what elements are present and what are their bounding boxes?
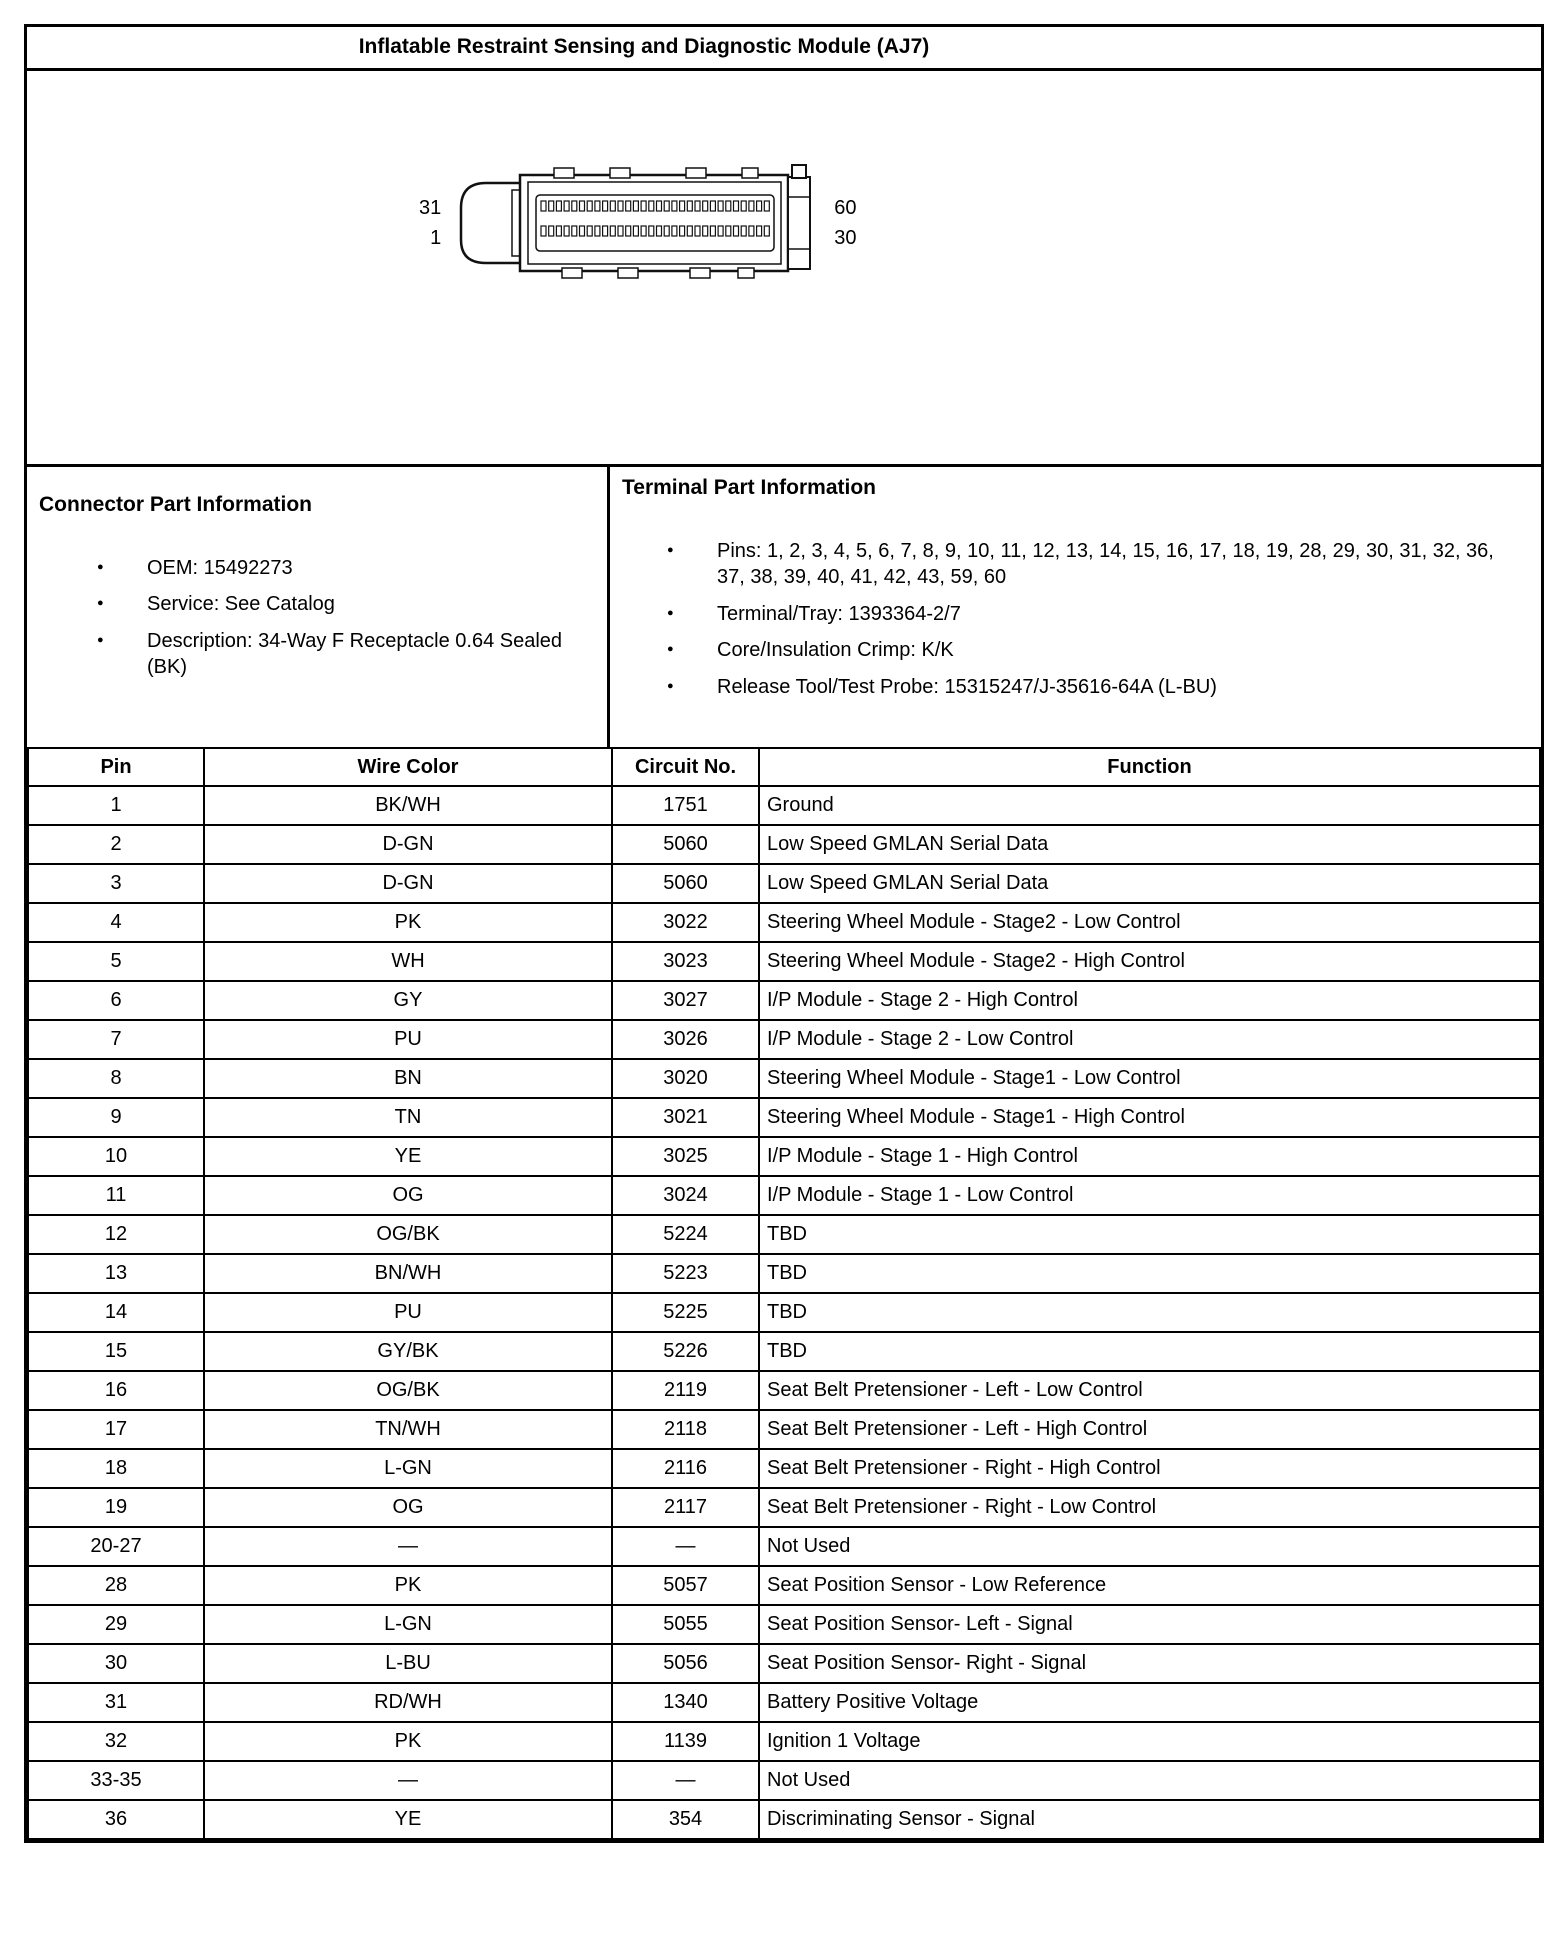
function-cell: Not Used <box>759 1761 1540 1800</box>
function-cell: I/P Module - Stage 2 - Low Control <box>759 1020 1540 1059</box>
page-title: Inflatable Restraint Sensing and Diagnostic Module (AJ7) <box>27 27 1541 71</box>
pin-cell: 7 <box>28 1020 204 1059</box>
circuit-no-cell: 5057 <box>612 1566 759 1605</box>
pin-table-row <box>28 1800 1540 1839</box>
pin-range-labels-left <box>419 197 441 249</box>
wire-color-cell: L-GN <box>204 1605 612 1644</box>
wire-color-cell: BK/WH <box>204 786 612 825</box>
col-header-circuit-no: Circuit No. <box>612 748 759 786</box>
pin-cell: 28 <box>28 1566 204 1605</box>
pin-table-row <box>28 1332 1540 1371</box>
part-information-row <box>27 467 1541 747</box>
wire-color-cell: YE <box>204 1137 612 1176</box>
function-cell: TBD <box>759 1332 1540 1371</box>
col-header-wire-color: Wire Color <box>204 748 612 786</box>
circuit-no-cell: 3024 <box>612 1176 759 1215</box>
wire-color-cell: PK <box>204 1566 612 1605</box>
circuit-no-cell: 2116 <box>612 1449 759 1488</box>
circuit-no-cell: 1340 <box>612 1683 759 1722</box>
pin-range-labels-right <box>834 197 856 249</box>
wire-color-cell: — <box>204 1761 612 1800</box>
pin-cell: 2 <box>28 825 204 864</box>
pin-cell: 4 <box>28 903 204 942</box>
pin-cell: 5 <box>28 942 204 981</box>
pin-table-row <box>28 1761 1540 1800</box>
pin-table-row <box>28 1215 1540 1254</box>
wire-color-cell: L-GN <box>204 1449 612 1488</box>
function-cell: I/P Module - Stage 1 - Low Control <box>759 1176 1540 1215</box>
circuit-no-cell: 5055 <box>612 1605 759 1644</box>
circuit-no-cell: 1139 <box>612 1722 759 1761</box>
circuit-no-cell: 5225 <box>612 1293 759 1332</box>
wire-color-cell: PU <box>204 1020 612 1059</box>
circuit-no-cell: 5060 <box>612 825 759 864</box>
pin-table-row <box>28 786 1540 825</box>
wire-color-cell: OG/BK <box>204 1371 612 1410</box>
pin-cell: 8 <box>28 1059 204 1098</box>
bullet-item: ● Release Tool/Test Probe: 15315247/J-35616-64A (L-BU) <box>667 674 1521 700</box>
function-cell: Steering Wheel Module - Stage2 - High Control <box>759 942 1540 981</box>
pin-cell: 33-35 <box>28 1761 204 1800</box>
pin-cell: 16 <box>28 1371 204 1410</box>
pin-table-row <box>28 1566 1540 1605</box>
wire-color-cell: — <box>204 1527 612 1566</box>
wire-color-cell: OG <box>204 1176 612 1215</box>
function-cell: Battery Positive Voltage <box>759 1683 1540 1722</box>
pin-cell: 30 <box>28 1644 204 1683</box>
circuit-no-cell: 1751 <box>612 786 759 825</box>
pin-cell: 12 <box>28 1215 204 1254</box>
connector-part-information <box>27 467 610 747</box>
pin-cell: 19 <box>28 1488 204 1527</box>
circuit-no-cell: 2117 <box>612 1488 759 1527</box>
pin-cell: 3 <box>28 864 204 903</box>
circuit-no-cell: 3020 <box>612 1059 759 1098</box>
pin-table-row <box>28 1254 1540 1293</box>
bullet-item: ● Core/Insulation Crimp: K/K <box>667 637 1521 663</box>
wire-color-cell: GY <box>204 981 612 1020</box>
pin-label-bottom-right: 30 <box>834 227 857 249</box>
wire-color-cell: BN/WH <box>204 1254 612 1293</box>
pin-cell: 36 <box>28 1800 204 1839</box>
wire-color-cell: BN <box>204 1059 612 1098</box>
wire-color-cell: YE <box>204 1800 612 1839</box>
function-cell: I/P Module - Stage 2 - High Control <box>759 981 1540 1020</box>
connector-drawing-icon <box>450 163 825 283</box>
pin-table-row <box>28 1488 1540 1527</box>
pin-table-row <box>28 1059 1540 1098</box>
wire-color-cell: D-GN <box>204 825 612 864</box>
function-cell: Seat Position Sensor- Right - Signal <box>759 1644 1540 1683</box>
wire-color-cell: L-BU <box>204 1644 612 1683</box>
pin-table-row <box>28 1605 1540 1644</box>
pin-cell: 15 <box>28 1332 204 1371</box>
terminal-part-info-list <box>667 538 1529 700</box>
function-cell: Seat Belt Pretensioner - Left - Low Control <box>759 1371 1540 1410</box>
pin-table-row <box>28 1722 1540 1761</box>
circuit-no-cell: — <box>612 1761 759 1800</box>
function-cell: TBD <box>759 1293 1540 1332</box>
pin-cell: 31 <box>28 1683 204 1722</box>
wire-color-cell: PK <box>204 903 612 942</box>
wire-color-cell: GY/BK <box>204 1332 612 1371</box>
function-cell: TBD <box>759 1254 1540 1293</box>
pin-label-bottom-left: 1 <box>430 227 442 249</box>
pin-table-row <box>28 1410 1540 1449</box>
pin-cell: 11 <box>28 1176 204 1215</box>
bullet-item: ● Service: See Catalog <box>97 591 593 617</box>
function-cell: Ground <box>759 786 1540 825</box>
bullet-item: ● Pins: 1, 2, 3, 4, 5, 6, 7, 8, 9, 10, 11, 12, 13, 14, 15, 16, 17, 18, 19, 28, 29, 30, 31, 32, 36, 37, 38, 39, 40, 41, 42, 43, 59, 60 <box>667 538 1521 591</box>
pin-table-row <box>28 825 1540 864</box>
pin-cell: 9 <box>28 1098 204 1137</box>
circuit-no-cell: 5056 <box>612 1644 759 1683</box>
circuit-no-cell: 3025 <box>612 1137 759 1176</box>
pin-table-row <box>28 1176 1540 1215</box>
bullet-item: ● Description: 34-Way F Receptacle 0.64 Sealed (BK) <box>97 628 593 681</box>
pin-table-row <box>28 1293 1540 1332</box>
circuit-no-cell: 5226 <box>612 1332 759 1371</box>
terminal-part-info-heading: Terminal Part Information <box>622 476 876 499</box>
terminal-part-information <box>610 467 1541 747</box>
pin-table-row <box>28 1137 1540 1176</box>
pin-cell: 10 <box>28 1137 204 1176</box>
pin-table-row <box>28 1644 1540 1683</box>
pin-table-row <box>28 903 1540 942</box>
bullet-item: ● OEM: 15492273 <box>97 555 593 581</box>
wire-color-cell: PK <box>204 1722 612 1761</box>
wire-color-cell: WH <box>204 942 612 981</box>
pin-label-top-right: 60 <box>834 197 857 219</box>
connector-part-info-list <box>97 555 595 681</box>
circuit-no-cell: 3026 <box>612 1020 759 1059</box>
pin-table-row <box>28 1527 1540 1566</box>
bullet-item: ● Terminal/Tray: 1393364-2/7 <box>667 601 1521 627</box>
function-cell: TBD <box>759 1215 1540 1254</box>
circuit-no-cell: 5060 <box>612 864 759 903</box>
wire-color-cell: PU <box>204 1293 612 1332</box>
pin-table-row <box>28 981 1540 1020</box>
pin-cell: 17 <box>28 1410 204 1449</box>
pin-table-body <box>28 786 1540 1839</box>
pin-cell: 18 <box>28 1449 204 1488</box>
circuit-no-cell: — <box>612 1527 759 1566</box>
circuit-no-cell: 3023 <box>612 942 759 981</box>
pin-table-row <box>28 942 1540 981</box>
circuit-no-cell: 2118 <box>612 1410 759 1449</box>
function-cell: Steering Wheel Module - Stage1 - High Control <box>759 1098 1540 1137</box>
pin-table-row <box>28 1371 1540 1410</box>
wire-color-cell: TN <box>204 1098 612 1137</box>
pin-table-row <box>28 1098 1540 1137</box>
pin-cell: 14 <box>28 1293 204 1332</box>
function-cell: Not Used <box>759 1527 1540 1566</box>
function-cell: Seat Position Sensor - Low Reference <box>759 1566 1540 1605</box>
wire-color-cell: D-GN <box>204 864 612 903</box>
circuit-no-cell: 3027 <box>612 981 759 1020</box>
pin-cell: 13 <box>28 1254 204 1293</box>
function-cell: Seat Position Sensor- Left - Signal <box>759 1605 1540 1644</box>
pin-cell: 1 <box>28 786 204 825</box>
function-cell: Ignition 1 Voltage <box>759 1722 1540 1761</box>
circuit-no-cell: 3021 <box>612 1098 759 1137</box>
wire-color-cell: TN/WH <box>204 1410 612 1449</box>
pin-cell: 32 <box>28 1722 204 1761</box>
pin-label-top-left: 31 <box>419 197 442 219</box>
pin-cell: 29 <box>28 1605 204 1644</box>
function-cell: Low Speed GMLAN Serial Data <box>759 825 1540 864</box>
function-cell: Discriminating Sensor - Signal <box>759 1800 1540 1839</box>
circuit-no-cell: 3022 <box>612 903 759 942</box>
connector-diagram-section <box>27 71 1541 467</box>
circuit-no-cell: 5224 <box>612 1215 759 1254</box>
function-cell: Low Speed GMLAN Serial Data <box>759 864 1540 903</box>
wire-color-cell: OG <box>204 1488 612 1527</box>
connector-figure <box>419 163 857 283</box>
col-header-pin: Pin <box>28 748 204 786</box>
function-cell: I/P Module - Stage 1 - High Control <box>759 1137 1540 1176</box>
wire-color-cell: OG/BK <box>204 1215 612 1254</box>
function-cell: Seat Belt Pretensioner - Right - Low Control <box>759 1488 1540 1527</box>
col-header-function: Function <box>759 748 1540 786</box>
pin-table-row <box>28 1020 1540 1059</box>
pin-table-header <box>28 748 1540 786</box>
pin-table <box>27 747 1541 1840</box>
function-cell: Steering Wheel Module - Stage1 - Low Control <box>759 1059 1540 1098</box>
pin-table-row <box>28 1449 1540 1488</box>
pin-cell: 20-27 <box>28 1527 204 1566</box>
pin-table-row <box>28 864 1540 903</box>
circuit-no-cell: 5223 <box>612 1254 759 1293</box>
document-page <box>24 24 1544 1843</box>
circuit-no-cell: 354 <box>612 1800 759 1839</box>
wire-color-cell: RD/WH <box>204 1683 612 1722</box>
function-cell: Seat Belt Pretensioner - Right - High Control <box>759 1449 1540 1488</box>
pin-cell: 6 <box>28 981 204 1020</box>
pin-table-row <box>28 1683 1540 1722</box>
function-cell: Steering Wheel Module - Stage2 - Low Control <box>759 903 1540 942</box>
function-cell: Seat Belt Pretensioner - Left - High Control <box>759 1410 1540 1449</box>
circuit-no-cell: 2119 <box>612 1371 759 1410</box>
connector-part-info-heading: Connector Part Information <box>39 493 313 516</box>
